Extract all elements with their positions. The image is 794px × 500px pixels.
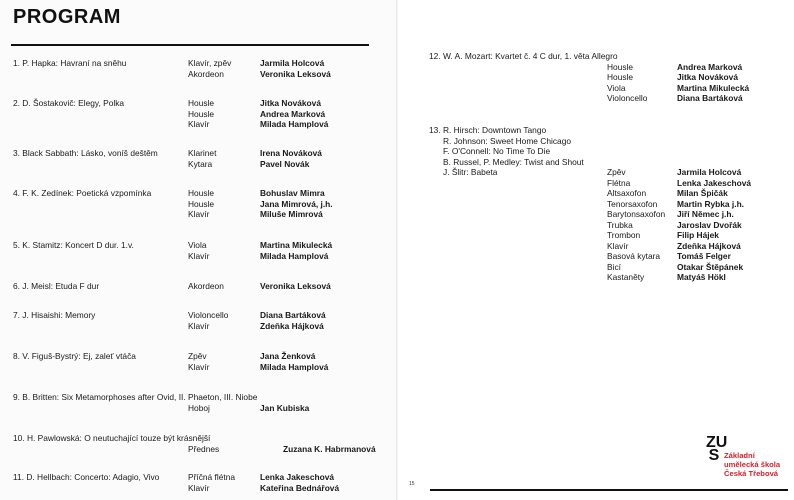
performer-name: Lenka Jakeschová — [677, 177, 752, 188]
logo-letters: ZU — [706, 434, 728, 451]
instrument: Barytonsaxofon — [607, 209, 666, 219]
performer-name: Diana Bartáková — [677, 93, 743, 103]
instrument: Trombon — [607, 230, 641, 240]
page-fold — [396, 0, 398, 500]
performer-name: Jitka Nováková — [260, 98, 321, 108]
performer-name: Milada Hamplová — [260, 119, 329, 129]
performer-name: Andrea Marková — [260, 108, 326, 119]
instrument: Housle — [607, 61, 634, 72]
performer-name: Tomáš Felger — [677, 251, 731, 261]
performer-name: Jaroslav Dvořák — [677, 219, 742, 230]
work-line: B. Russel, P. Medley: Twist and Shout — [443, 156, 584, 167]
work-title — [429, 51, 618, 62]
performer-name: Filip Hájek — [677, 230, 719, 240]
performer-name: Jan Kubiska — [260, 402, 310, 413]
instrument: Bicí — [607, 261, 621, 272]
performer-name: Zdeňka Hájková — [677, 240, 741, 251]
work-title: 11. D. Hellbach: Concerto: Adagio, Vivo — [13, 472, 160, 482]
instrument: Viola — [607, 82, 626, 93]
work-title: 9. B. Britten: Six Metamorphoses after Ovid, II. Phaeton, III. Niobe — [13, 392, 258, 402]
instrument: Tenorsaxofon — [607, 198, 658, 209]
instrument: Housle — [188, 98, 215, 108]
work-title: 7. J. Hisaishi: Memory — [13, 310, 96, 320]
performer-name: Martina Mikulecká — [260, 240, 333, 250]
instrument: Klavír, zpěv — [188, 58, 232, 68]
work-title: 8. V. Figuš-Bystrý: Ej, zaleť vtáča — [13, 351, 136, 361]
performer-name: Diana Bartáková — [260, 310, 326, 320]
instrument: Přednes — [188, 443, 220, 454]
school-name-line: Česká Třebová — [724, 469, 779, 478]
instrument: Zpěv — [607, 167, 626, 177]
work-title: 10. H. Pawlowská: O neutuchající touze být krásnější — [13, 433, 211, 443]
work-title: 6. J. Meisl: Etuda F dur — [13, 281, 100, 291]
performer-name: Bohuslav Mimra — [260, 188, 325, 198]
instrument: Klavír — [188, 209, 210, 219]
instrument: Housle — [188, 108, 215, 119]
performer-name: Jarmila Holcová — [677, 167, 742, 177]
work-title: 1. P. Hapka: Havraní na sněhu — [13, 58, 127, 68]
performer-name: Milan Špičák — [677, 188, 728, 198]
performer-name: Jitka Nováková — [677, 72, 738, 82]
school-name-line: Základní — [724, 451, 755, 460]
work-title — [429, 125, 584, 178]
logo-letters: S — [708, 447, 720, 464]
work-line: 12. W. A. Mozart: Kvartet č. 4 C dur, 1. věta Allegro — [429, 51, 618, 61]
title-rule — [11, 44, 369, 46]
performer-name: Zuzana K. Habrmanová — [283, 443, 376, 454]
instrument: Trubka — [607, 219, 633, 230]
performer-name: Lenka Jakeschová — [260, 472, 335, 482]
performer-name: Veronika Leksová — [260, 281, 331, 291]
school-name-line: umělecká škola — [724, 460, 781, 469]
performer-name: Pavel Novák — [260, 158, 310, 169]
performer-name: Martina Mikulecká — [677, 82, 750, 93]
work-title: 3. Black Sabbath: Lásko, voníš deštěm — [13, 148, 158, 158]
performer-name: Zdeňka Hájková — [260, 320, 324, 331]
instrument: Viola — [188, 240, 207, 250]
instrument: Kytara — [188, 158, 213, 169]
instrument: Violoncello — [188, 310, 229, 320]
instrument: Klarinet — [188, 148, 217, 158]
work-line: R. Johnson: Sweet Home Chicago — [443, 135, 572, 146]
instrument: Klavír — [188, 320, 210, 331]
performer-name: Jana Ženková — [260, 351, 316, 361]
instrument: Violoncello — [607, 93, 648, 103]
instrument: Klavír — [188, 361, 210, 372]
instrument: Flétna — [607, 177, 631, 188]
performer-name: Andrea Marková — [677, 61, 743, 72]
instrument: Housle — [188, 188, 215, 198]
performer-name: Jiří Němec j.h. — [677, 209, 734, 219]
instrument: Akordeon — [188, 68, 224, 79]
performer-name: Kateřina Bednářová — [260, 482, 340, 493]
work-title: 4. F. K. Zedínek: Poetická vzpomínka — [13, 188, 152, 198]
work-title: 2. D. Šostakovič: Elegy, Polka — [13, 98, 125, 108]
bottom-rule — [430, 489, 788, 491]
performer-name: Veronika Leksová — [260, 68, 331, 79]
instrument: Příčná flétna — [188, 472, 236, 482]
performer-name: Irena Nováková — [260, 148, 322, 158]
instrument: Klavír — [607, 240, 629, 251]
instrument: Klavír — [188, 482, 210, 493]
school-name — [724, 451, 780, 478]
instrument: Klavír — [188, 250, 210, 261]
instrument: Akordeon — [188, 281, 224, 291]
performer-name: Otakar Štěpánek — [677, 261, 744, 272]
instrument: Kastaněty — [607, 272, 645, 282]
instrument: Hoboj — [188, 402, 210, 413]
performer-name: Milada Hamplová — [260, 361, 329, 372]
work-line: F. O'Connell: No Time To Die — [443, 146, 551, 156]
performer-name: Miluše Mimrová — [260, 209, 323, 219]
instrument: Altsaxofon — [607, 188, 647, 198]
school-logo — [706, 436, 790, 480]
performer-name: Jana Mimrová, j.h. — [260, 198, 333, 209]
performer-name: Jarmila Holcová — [260, 58, 325, 68]
instrument: Housle — [607, 72, 634, 82]
instrument: Housle — [188, 198, 215, 209]
instrument: Klavír — [188, 119, 210, 129]
performer-name: Matyáš Hökl — [677, 272, 726, 282]
performer-name: Martin Rybka j.h. — [677, 198, 745, 209]
work-title: 5. K. Stamitz: Koncert D dur. 1.v. — [13, 240, 134, 250]
instrument: Basová kytara — [607, 251, 661, 261]
work-line: 13. R. Hirsch: Downtown Tango — [429, 125, 547, 135]
zus-logo-mark — [706, 434, 728, 464]
program-title: PROGRAM — [13, 6, 121, 28]
page-number: 15 — [409, 481, 415, 487]
performer-name: Milada Hamplová — [260, 250, 329, 261]
work-line: J. Šlitr: Babeta — [443, 167, 498, 177]
instrument: Zpěv — [188, 351, 207, 361]
